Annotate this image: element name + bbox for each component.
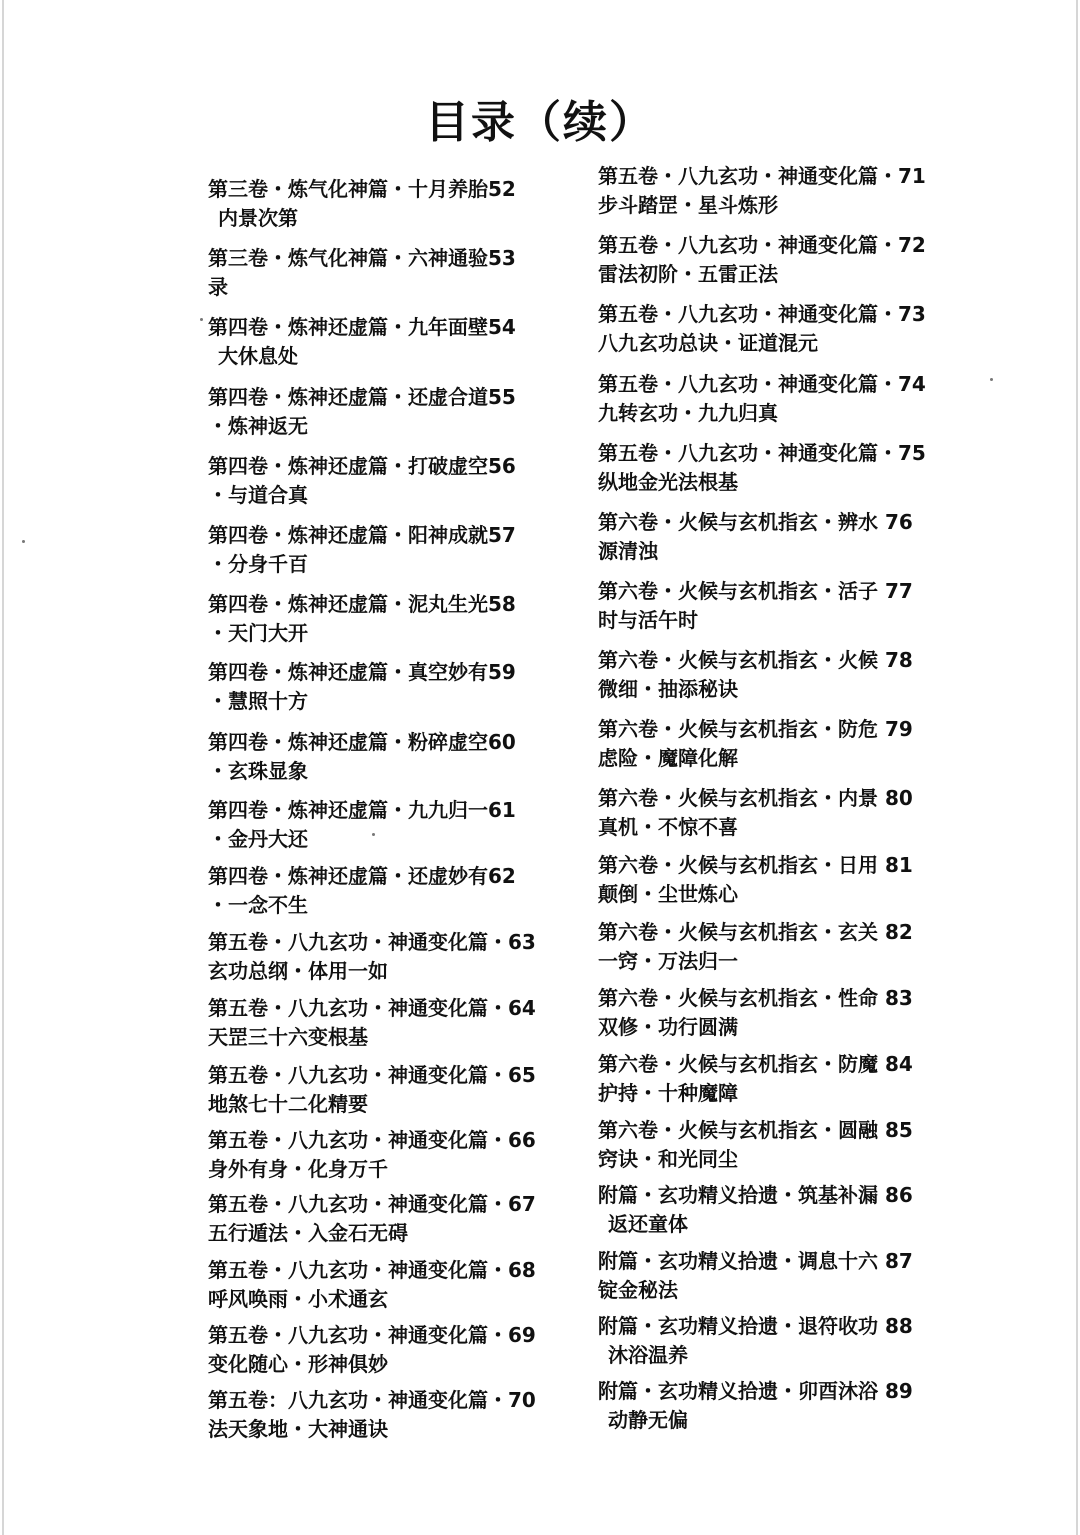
toc-entry	[598, 784, 978, 842]
toc-entry-subtitle: 动静无偏	[608, 1408, 688, 1432]
toc-entry-heading: 第六卷・火候与玄机指玄・内景 80	[598, 786, 913, 810]
toc-entry-heading: 附篇・玄功精义拾遗・卯酉沐浴 89	[598, 1379, 913, 1403]
toc-entry-heading: 第五卷・八九玄功・神通变化篇・63	[208, 930, 536, 954]
toc-entry-subtitle: 步斗踏罡・星斗炼形	[598, 193, 778, 217]
toc-entry-subtitle: ・金丹大还	[208, 827, 308, 851]
toc-entry-heading: 第四卷・炼神还虚篇・阳神成就57	[208, 523, 516, 547]
toc-entry-subtitle: ・玄珠显象	[208, 759, 308, 783]
toc-entry-heading: 第四卷・炼神还虚篇・九年面壁54	[208, 315, 516, 339]
toc-entry-heading: 第四卷・炼神还虚篇・真空妙有59	[208, 660, 516, 684]
scan-speck	[372, 833, 375, 836]
toc-entry-subtitle: ・慧照十方	[208, 689, 308, 713]
toc-entry-subtitle: 时与活午时	[598, 608, 698, 632]
toc-entry-heading: 第五卷・八九玄功・神通变化篇・66	[208, 1128, 536, 1152]
scan-edge-left	[2, 0, 4, 1535]
toc-entry-subtitle: ・炼神返无	[208, 414, 308, 438]
scan-speck	[22, 540, 25, 543]
toc-entry	[208, 244, 568, 302]
toc-entry	[598, 918, 978, 976]
toc-entry	[208, 658, 568, 716]
toc-entry-heading: 第六卷・火候与玄机指玄・玄关 82	[598, 920, 913, 944]
toc-entry	[208, 796, 568, 854]
toc-entry-subtitle: 源清浊	[598, 539, 658, 563]
scan-edge-right	[1076, 0, 1078, 1535]
toc-entry-subtitle: 八九玄功总诀・证道混元	[598, 331, 818, 355]
toc-entry-heading: 附篇・玄功精义拾遗・退符收功 88	[598, 1314, 913, 1338]
toc-entry	[598, 1116, 978, 1174]
toc-entry-subtitle: 九转玄功・九九归真	[598, 401, 778, 425]
toc-entry	[598, 300, 978, 358]
toc-entry-heading: 附篇・玄功精义拾遗・调息十六 87	[598, 1249, 913, 1273]
toc-entry	[598, 1181, 978, 1239]
toc-entry-subtitle: 返还童体	[608, 1212, 688, 1236]
scan-speck	[200, 318, 203, 321]
toc-entry-heading: 第四卷・炼神还虚篇・九九归一61	[208, 798, 516, 822]
toc-entry-heading: 第六卷・火候与玄机指玄・圆融 85	[598, 1118, 913, 1142]
toc-entry-heading: 第五卷・八九玄功・神通变化篇・67	[208, 1192, 536, 1216]
toc-entry-heading: 第四卷・炼神还虚篇・泥丸生光58	[208, 592, 516, 616]
toc-entry-heading: 第六卷・火候与玄机指玄・日用 81	[598, 853, 913, 877]
toc-entry	[598, 1247, 978, 1305]
toc-entry	[598, 715, 978, 773]
toc-entry-subtitle: 微细・抽添秘诀	[598, 677, 738, 701]
toc-entry-heading: 第五卷・八九玄功・神通变化篇・65	[208, 1063, 536, 1087]
toc-entry	[208, 1321, 568, 1379]
toc-entry-subtitle: 录	[208, 275, 228, 299]
toc-entry-subtitle: 内景次第	[218, 206, 298, 230]
toc-entry	[598, 231, 978, 289]
toc-entry-heading: 第五卷：八九玄功・神通变化篇・70	[208, 1388, 536, 1412]
toc-entry-subtitle: 锭金秘法	[598, 1278, 678, 1302]
toc-entry	[598, 439, 978, 497]
toc-entry-subtitle: 双修・功行圆满	[598, 1015, 738, 1039]
toc-entry-subtitle: ・一念不生	[208, 893, 308, 917]
toc-entry-heading: 第六卷・火候与玄机指玄・防魔 84	[598, 1052, 913, 1076]
toc-entry-subtitle: 护持・十种魔障	[598, 1081, 738, 1105]
toc-entry-subtitle: 一窍・万法归一	[598, 949, 738, 973]
toc-entry-heading: 第六卷・火候与玄机指玄・性命 83	[598, 986, 913, 1010]
toc-entry-subtitle: 雷法初阶・五雷正法	[598, 262, 778, 286]
toc-entry	[598, 1312, 978, 1370]
toc-entry-heading: 第六卷・火候与玄机指玄・防危 79	[598, 717, 913, 741]
toc-entry-heading: 第六卷・火候与玄机指玄・火候 78	[598, 648, 913, 672]
toc-entry-subtitle: 地煞七十二化精要	[208, 1092, 368, 1116]
toc-entry-heading: 第五卷・八九玄功・神通变化篇・73	[598, 302, 926, 326]
toc-entry-heading: 第五卷・八九玄功・神通变化篇・75	[598, 441, 926, 465]
toc-entry-subtitle: 变化随心・形神俱妙	[208, 1352, 388, 1376]
toc-entry	[598, 577, 978, 635]
toc-entry	[208, 1256, 568, 1314]
toc-entry	[208, 1386, 568, 1444]
toc-entry-subtitle: ・分身千百	[208, 552, 308, 576]
toc-entry-subtitle: 法天象地・大神通诀	[208, 1417, 388, 1441]
toc-entry-subtitle: 天罡三十六变根基	[208, 1025, 368, 1049]
toc-entry-heading: 第四卷・炼神还虚篇・粉碎虚空60	[208, 730, 516, 754]
toc-entry	[208, 994, 568, 1052]
toc-entry-heading: 第五卷・八九玄功・神通变化篇・64	[208, 996, 536, 1020]
toc-entry-subtitle: 虑险・魔障化解	[598, 746, 738, 770]
toc-entry	[208, 862, 568, 920]
toc-entry-heading: 第六卷・火候与玄机指玄・活子 77	[598, 579, 913, 603]
toc-entry-subtitle: 五行遁法・入金石无碍	[208, 1221, 408, 1245]
toc-entry	[208, 175, 568, 233]
toc-entry	[598, 1050, 978, 1108]
toc-entry	[598, 984, 978, 1042]
toc-entry-heading: 第三卷・炼气化神篇・六神通验53	[208, 246, 516, 270]
toc-entry-heading: 第五卷・八九玄功・神通变化篇・72	[598, 233, 926, 257]
toc-entry-subtitle: 窍诀・和光同尘	[598, 1147, 738, 1171]
toc-entry-heading: 第四卷・炼神还虚篇・还虚合道55	[208, 385, 516, 409]
toc-entry-subtitle: 沐浴温养	[608, 1343, 688, 1367]
toc-entry-heading: 第六卷・火候与玄机指玄・辨水 76	[598, 510, 913, 534]
toc-entry-subtitle: 真机・不惊不喜	[598, 815, 738, 839]
toc-entry	[208, 590, 568, 648]
toc-entry	[598, 162, 978, 220]
toc-entry	[208, 1190, 568, 1248]
toc-entry-subtitle: 纵地金光法根基	[598, 470, 738, 494]
toc-entry-heading: 第五卷・八九玄功・神通变化篇・71	[598, 164, 926, 188]
toc-entry	[598, 1377, 978, 1435]
toc-entry	[598, 508, 978, 566]
toc-entry	[208, 313, 568, 371]
scan-speck	[990, 378, 993, 381]
toc-entry-heading: 第五卷・八九玄功・神通变化篇・74	[598, 372, 926, 396]
toc-entry	[598, 370, 978, 428]
toc-entry-subtitle: 玄功总纲・体用一如	[208, 959, 388, 983]
toc-entry	[598, 646, 978, 704]
toc-entry-subtitle: 身外有身・化身万千	[208, 1157, 388, 1181]
toc-entry	[208, 928, 568, 986]
toc-entry-heading: 第五卷・八九玄功・神通变化篇・69	[208, 1323, 536, 1347]
toc-entry-subtitle: 颠倒・尘世炼心	[598, 882, 738, 906]
toc-entry-heading: 第三卷・炼气化神篇・十月养胎52	[208, 177, 516, 201]
toc-entry-subtitle: ・天门大开	[208, 621, 308, 645]
page-title: 目录（续）	[425, 97, 655, 148]
toc-entry	[208, 1126, 568, 1184]
toc-entry-subtitle: ・与道合真	[208, 483, 308, 507]
toc-entry	[598, 851, 978, 909]
toc-entry-heading: 第五卷・八九玄功・神通变化篇・68	[208, 1258, 536, 1282]
toc-entry-heading: 附篇・玄功精义拾遗・筑基补漏 86	[598, 1183, 913, 1207]
toc-entry	[208, 728, 568, 786]
toc-entry-subtitle: 大休息处	[218, 344, 298, 368]
toc-entry	[208, 521, 568, 579]
toc-entry	[208, 1061, 568, 1119]
toc-entry	[208, 452, 568, 510]
toc-entry-subtitle: 呼风唤雨・小术通玄	[208, 1287, 388, 1311]
toc-entry-heading: 第四卷・炼神还虚篇・打破虚空56	[208, 454, 516, 478]
toc-entry	[208, 383, 568, 441]
toc-entry-heading: 第四卷・炼神还虚篇・还虚妙有62	[208, 864, 516, 888]
